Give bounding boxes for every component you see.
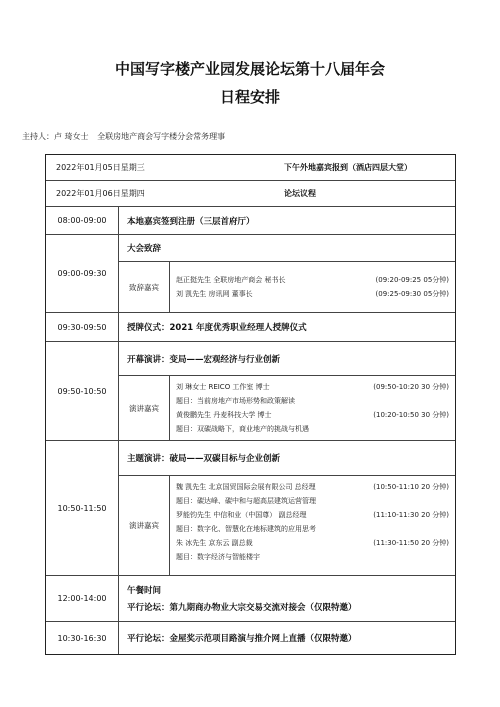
host-org: 全联房地产商会写字楼分会常务理事 (97, 132, 226, 141)
session-row (46, 235, 455, 313)
role-label: 演讲嘉宾 (119, 376, 170, 440)
session-title: 大会致辞 (127, 244, 162, 254)
page-subtitle: 日程安排 (219, 88, 280, 106)
speaker-line: 魏 凯先生 北京国贸国际会展有限公司 总经理 (10:50-11:10 20 分钟) (176, 483, 449, 491)
session-title: 午餐时间 (127, 586, 162, 596)
session-row (46, 342, 455, 441)
session-title: 主题演讲：破局——双碳目标与企业创新 (127, 454, 281, 464)
date-event: 下午外地嘉宾报到（酒店四层大堂） (284, 163, 412, 172)
date-event: 论坛议程 (284, 189, 316, 198)
speaker-line: 刘 琳女士 REICO 工作室 博士 (09:50-10:20 30 分钟) (176, 383, 449, 391)
session-time: 09:50-10:50 (46, 342, 119, 440)
speaker-line: 罗能钧先生 中信和业（中国尊） 副总经理 (11:10-11:30 20 分钟) (176, 511, 449, 519)
role-label: 演讲嘉宾 (119, 476, 170, 575)
date-label: 2022年01月05日星期三 (56, 163, 145, 172)
session-time: 10:30-16:30 (46, 622, 119, 654)
role-label: 致辞嘉宾 (119, 262, 170, 312)
session-time: 09:00-09:30 (46, 235, 119, 312)
schedule-table (45, 154, 456, 655)
speaker-line: 刘 凯先生 房讯网 董事长 (09:25-09:30 05分钟) (176, 290, 449, 298)
page-title: 中国写字楼产业园发展论坛第十八届年会 (114, 60, 385, 78)
session-row (46, 313, 455, 342)
topic-line: 题目：数字经济与智能楼宇 (176, 553, 260, 561)
host-label: 主持人：卢 琦女士 (22, 132, 89, 141)
speaker-line: 赵正挺先生 全联房地产商会 秘书长 (09:20-09:25 05分钟) (176, 276, 449, 284)
session-title: 本地嘉宾签到注册（三层首府厅） (127, 216, 255, 227)
date-row-2 (46, 181, 455, 207)
date-row-1 (46, 155, 455, 181)
topic-line: 题目：当前房地产市场形势和政策解读 (176, 397, 295, 405)
session-time: 10:50-11:50 (46, 441, 119, 575)
host-line (22, 131, 231, 142)
session-row (46, 441, 455, 576)
topic-line: 题目：双碳战略下，商业地产的挑战与机遇 (176, 425, 309, 433)
session-title-2: 平行论坛：第九期商办物业大宗交易交流对接会（仅限特邀） (127, 603, 357, 613)
topic-line: 题目：数字化、智慧化在地标建筑的应用思考 (176, 525, 316, 533)
date-label: 2022年01月06日星期四 (56, 189, 145, 198)
speaker-line: 黄俊鹏先生 丹麦科技大学 博士 (10:20-10:50 30 分钟) (176, 411, 449, 419)
session-row (46, 622, 455, 654)
session-title: 授牌仪式：2021 年度优秀职业经理人授牌仪式 (127, 323, 307, 333)
session-title: 平行论坛：金屋奖示范项目路演与推介网上直播（仅限特邀） (127, 634, 357, 644)
session-row (46, 576, 455, 622)
session-time: 09:30-09:50 (46, 313, 119, 341)
session-row (46, 207, 455, 235)
topic-line: 题目：碳达峰、碳中和与超高层建筑运营管理 (176, 497, 316, 505)
session-title: 开幕演讲：变局——宏观经济与行业创新 (127, 354, 281, 365)
session-time: 08:00-09:00 (46, 207, 119, 234)
session-time: 12:00-14:00 (46, 576, 119, 621)
speaker-line: 朱 冰先生 京东云 副总裁 (11:30-11:50 20 分钟) (176, 539, 449, 547)
